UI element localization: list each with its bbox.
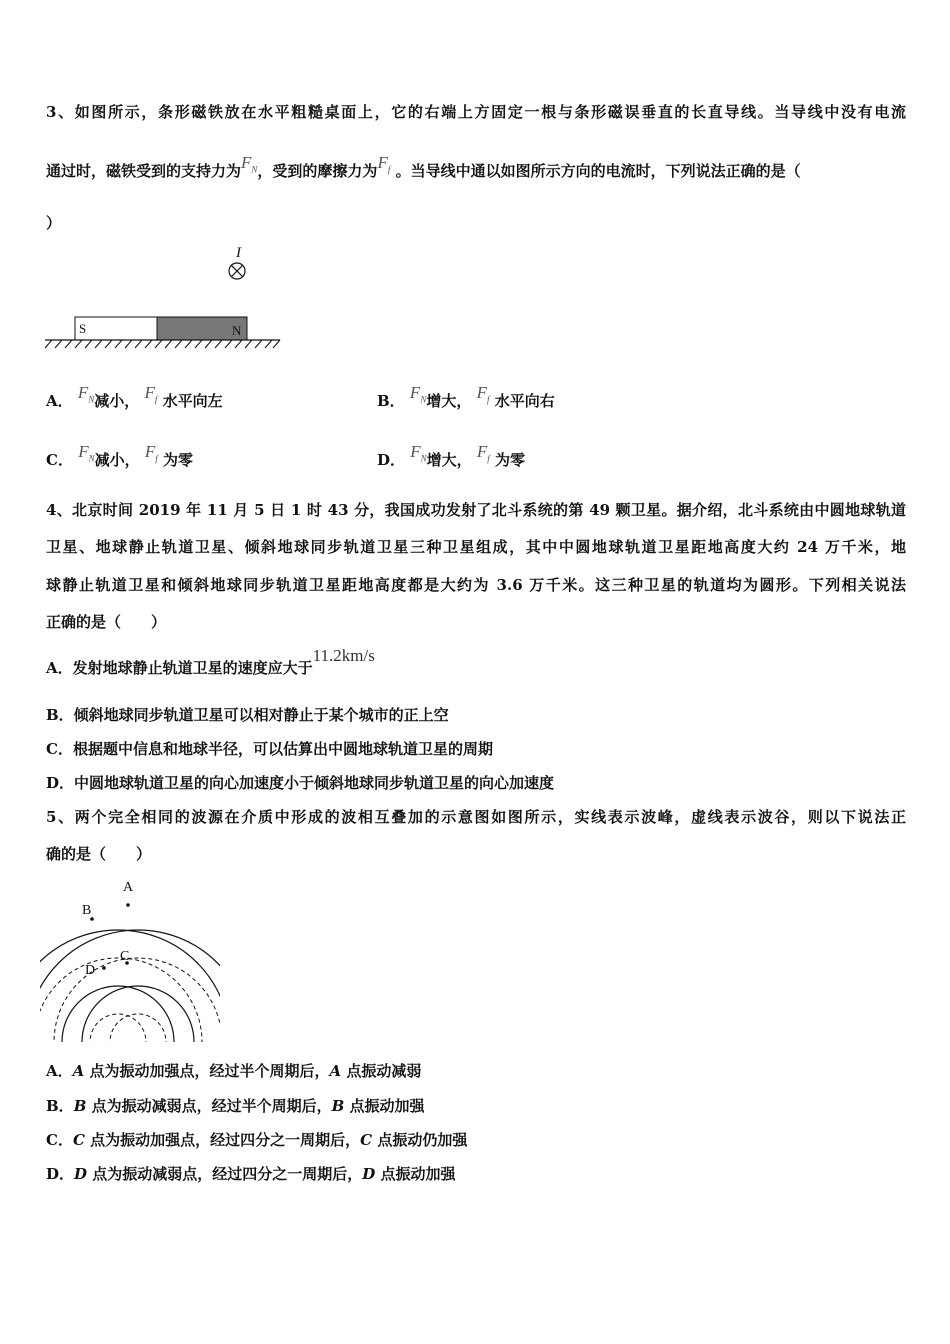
q4-stem-line-3: 球静止轨道卫星和倾斜地球同步轨道卫星距地高度都是大约为 3.6 万千米。这三种卫星的轨道均为圆形。下列相关说法: [46, 576, 906, 594]
symbol-ff: $F_f$: [377, 153, 391, 175]
table-hatching: [45, 340, 280, 348]
q5-option-b[interactable]: B．B 点为振动减弱点，经过半个周期后，B 点振动加强: [46, 1097, 425, 1115]
q3-stem-text: 通过时，磁铁受到的支持力为: [46, 162, 242, 180]
q3-option-c[interactable]: C． $F_N$减小， $F_f$ 为零: [46, 442, 193, 469]
q3-stem-line-2: [46, 153, 801, 182]
q3-option-b[interactable]: B． $F_N$增大， $F_f$ 水平向右: [377, 383, 555, 410]
q3-stem-line-1: 3、如图所示，条形磁铁放在水平粗糙桌面上，它的右端上方固定一根与条形磁误垂直的长直导线。当导线中没有电流: [46, 103, 906, 121]
pole-n-label: N: [232, 323, 242, 338]
escape-velocity-value: 11.2km/s: [312, 646, 375, 665]
symbol-ff: $F_f$: [476, 442, 490, 464]
q5-option-d[interactable]: D．D 点为振动减弱点，经过四分之一周期后，D 点振动加强: [46, 1165, 456, 1183]
q3-stem-text: 。当导线中通以如图所示方向的电流时，下列说法正确的是（: [395, 162, 801, 180]
symbol-fn: $F_N$: [409, 383, 427, 405]
q4-option-b[interactable]: B．倾斜地球同步轨道卫星可以相对静止于某个城市的正上空: [46, 706, 449, 724]
q5-stem-line-1: 5、两个完全相同的波源在介质中形成的波相互叠加的示意图如图所示，实线表示波峰，虚线表示波谷，则以下说法正: [46, 808, 906, 826]
q3-option-a[interactable]: A． $F_N$减小， $F_f$ 水平向左: [46, 383, 223, 410]
symbol-ff: $F_f$: [144, 383, 158, 405]
q4-stem-line-4: 正确的是（ ）: [46, 613, 167, 631]
pole-s-label: S: [79, 321, 87, 336]
magnet-figure: [40, 240, 290, 355]
point-a-label: A: [123, 880, 134, 895]
q4-stem-line-1: 4、北京时间 2019 年 11 月 5 日 1 时 43 分，我国成功发射了北斗系统的第 49 颗卫星。据介绍，北斗系统由中圆地球轨道: [46, 501, 906, 519]
wave-crests-solid: [40, 930, 220, 1047]
q5-stem-line-2: 确的是（ ）: [46, 845, 152, 863]
q4-option-a[interactable]: A．发射地球静止轨道卫星的速度应大于11.2km/s: [46, 646, 375, 677]
q4-option-d[interactable]: D．中圆地球轨道卫星的向心加速度小于倾斜地球同步轨道卫星的向心加速度: [46, 774, 555, 792]
symbol-ff: $F_f$: [144, 442, 158, 464]
symbol-ff: $F_f$: [476, 383, 490, 405]
q3-option-d[interactable]: D． $F_N$增大， $F_f$ 为零: [377, 442, 526, 469]
current-label: I: [236, 245, 241, 261]
point-c-label: C: [120, 949, 130, 964]
q4-stem-line-2: 卫星、地球静止轨道卫星、倾斜地球同步轨道卫星三种卫星组成，其中中圆地球轨道卫星距地高度大约 24 万千米，地: [46, 538, 906, 556]
point-d-label: D: [85, 963, 96, 978]
q5-option-c[interactable]: C．C 点为振动加强点，经过四分之一周期后，C 点振动仍加强: [46, 1131, 468, 1149]
symbol-fn: $F_N$: [77, 383, 95, 405]
q4-option-c[interactable]: C．根据题中信息和地球半径，可以估算出中圆地球轨道卫星的周期: [46, 740, 493, 758]
wave-interference-figure: [40, 872, 220, 1047]
current-into-page-icon: [229, 263, 245, 279]
q3-stem-line-3: ）: [46, 214, 62, 232]
symbol-fn: $F_N$: [410, 442, 427, 464]
point-b-label: B: [82, 903, 92, 918]
magnet-s-half: [75, 317, 157, 340]
symbol-fn: $F_N$: [241, 153, 258, 175]
q3-stem-text: ，受到的摩擦力为: [257, 162, 378, 180]
symbol-fn: $F_N$: [78, 442, 95, 464]
q5-option-a[interactable]: A．A 点为振动加强点，经过半个周期后，A 点振动减弱: [46, 1062, 422, 1080]
